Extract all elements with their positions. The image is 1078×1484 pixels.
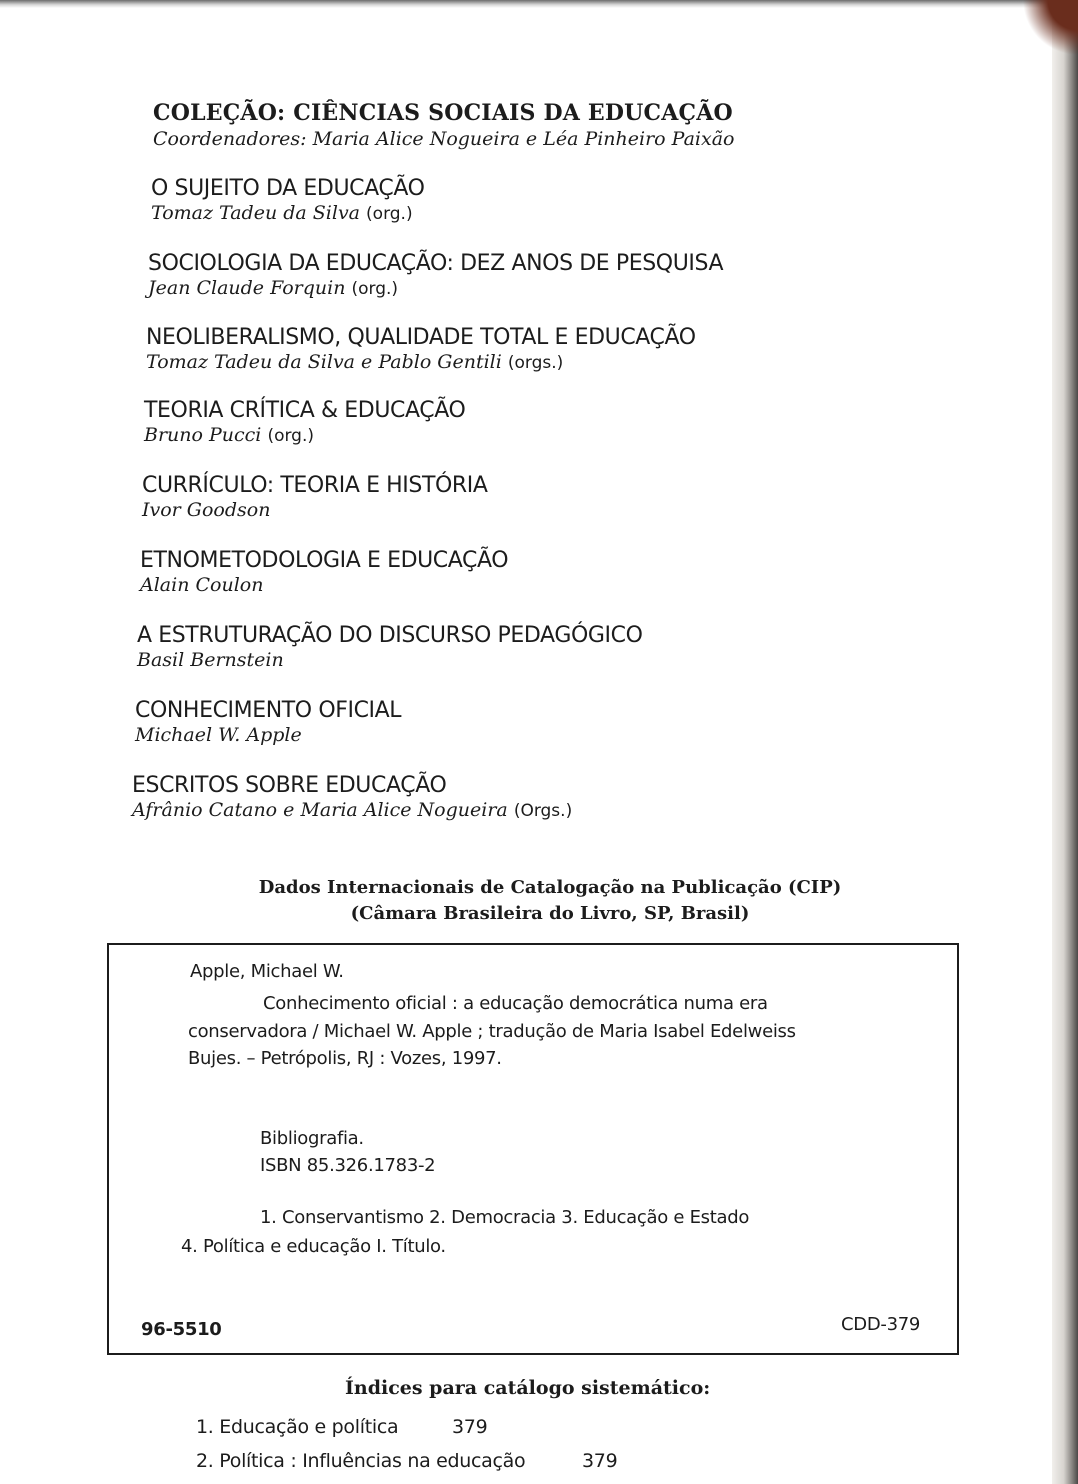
index-title: Índices para catálogo sistemático: [345, 1377, 711, 1399]
index-item [196, 1416, 488, 1438]
book-author: Alain Coulon [140, 574, 264, 596]
book-entry [146, 325, 696, 373]
book-author: Michael W. Apple [135, 724, 302, 746]
book-entry [142, 473, 488, 521]
book-author: Bruno Pucci (org.) [144, 424, 314, 446]
book-title: NEOLIBERALISMO, QUALIDADE TOTAL E EDUCAÇÃO [146, 325, 696, 350]
book-author: Jean Claude Forquin (org.) [148, 277, 399, 299]
book-title: CONHECIMENTO OFICIAL [135, 698, 402, 723]
book-entry [140, 548, 508, 596]
card-author-entry: Apple, Michael W. [190, 961, 344, 982]
card-cdd: CDD-379 [841, 1314, 921, 1335]
card-bibliography: Bibliografia. [260, 1128, 364, 1149]
book-entry [137, 623, 643, 671]
index-item-number: 379 [582, 1450, 618, 1472]
book-entry [135, 698, 401, 746]
book-author: Tomaz Tadeu da Silva e Pablo Gentili (orgs.) [146, 351, 564, 373]
cip-subheading: (Câmara Brasileira do Livro, SP, Brasil) [350, 903, 750, 924]
page-right-edge [1052, 0, 1078, 1484]
book-title: TEORIA CRÍTICA & EDUCAÇÃO [144, 398, 466, 423]
card-subjects-line: 4. Política e educação I. Título. [181, 1236, 446, 1257]
page-corner-shadow [1018, 0, 1078, 70]
card-description-line: Conhecimento oficial : a educação democrática numa era [263, 993, 768, 1014]
series-header [153, 100, 734, 150]
catalog-card [107, 943, 959, 1355]
book-title: O SUJEITO DA EDUCAÇÃO [151, 176, 425, 201]
series-coordinators: Coordenadores: Maria Alice Nogueira e Léa Pinheiro Paixão [153, 128, 735, 150]
index-item [196, 1450, 618, 1472]
cip-heading: Dados Internacionais de Catalogação na Publicação (CIP) [258, 877, 842, 898]
book-title: ESCRITOS SOBRE EDUCAÇÃO [132, 773, 447, 798]
card-subjects-line: 1. Conservantismo 2. Democracia 3. Educação e Estado [260, 1207, 750, 1228]
series-title: COLEÇÃO: CIÊNCIAS SOCIAIS DA EDUCAÇÃO [153, 100, 733, 126]
book-title: SOCIOLOGIA DA EDUCAÇÃO: DEZ ANOS DE PESQUISA [148, 251, 724, 276]
page-top-edge [0, 0, 1078, 8]
index-item-label: 2. Política : Influências na educação [196, 1450, 526, 1472]
index-item-label: 1. Educação e política [196, 1416, 399, 1438]
book-entry [144, 398, 465, 446]
book-entry [132, 773, 572, 821]
index-item-number: 379 [452, 1416, 488, 1438]
book-author: Afrânio Catano e Maria Alice Nogueira (Orgs.) [132, 799, 573, 821]
book-title: A ESTRUTURAÇÃO DO DISCURSO PEDAGÓGICO [137, 623, 643, 648]
book-entry [151, 176, 425, 224]
book-author: Tomaz Tadeu da Silva (org.) [151, 202, 413, 224]
card-description-line: conservadora / Michael W. Apple ; tradução de Maria Isabel Edelweiss [188, 1021, 796, 1042]
book-author: Ivor Goodson [142, 499, 271, 521]
card-description-line: Bujes. – Petrópolis, RJ : Vozes, 1997. [188, 1048, 502, 1069]
book-title: CURRÍCULO: TEORIA E HISTÓRIA [142, 473, 488, 498]
card-isbn: ISBN 85.326.1783-2 [260, 1155, 436, 1176]
book-title: ETNOMETODOLOGIA E EDUCAÇÃO [140, 548, 509, 573]
book-entry [148, 251, 723, 299]
card-control-number: 96-5510 [141, 1319, 222, 1340]
book-author: Basil Bernstein [137, 649, 284, 671]
